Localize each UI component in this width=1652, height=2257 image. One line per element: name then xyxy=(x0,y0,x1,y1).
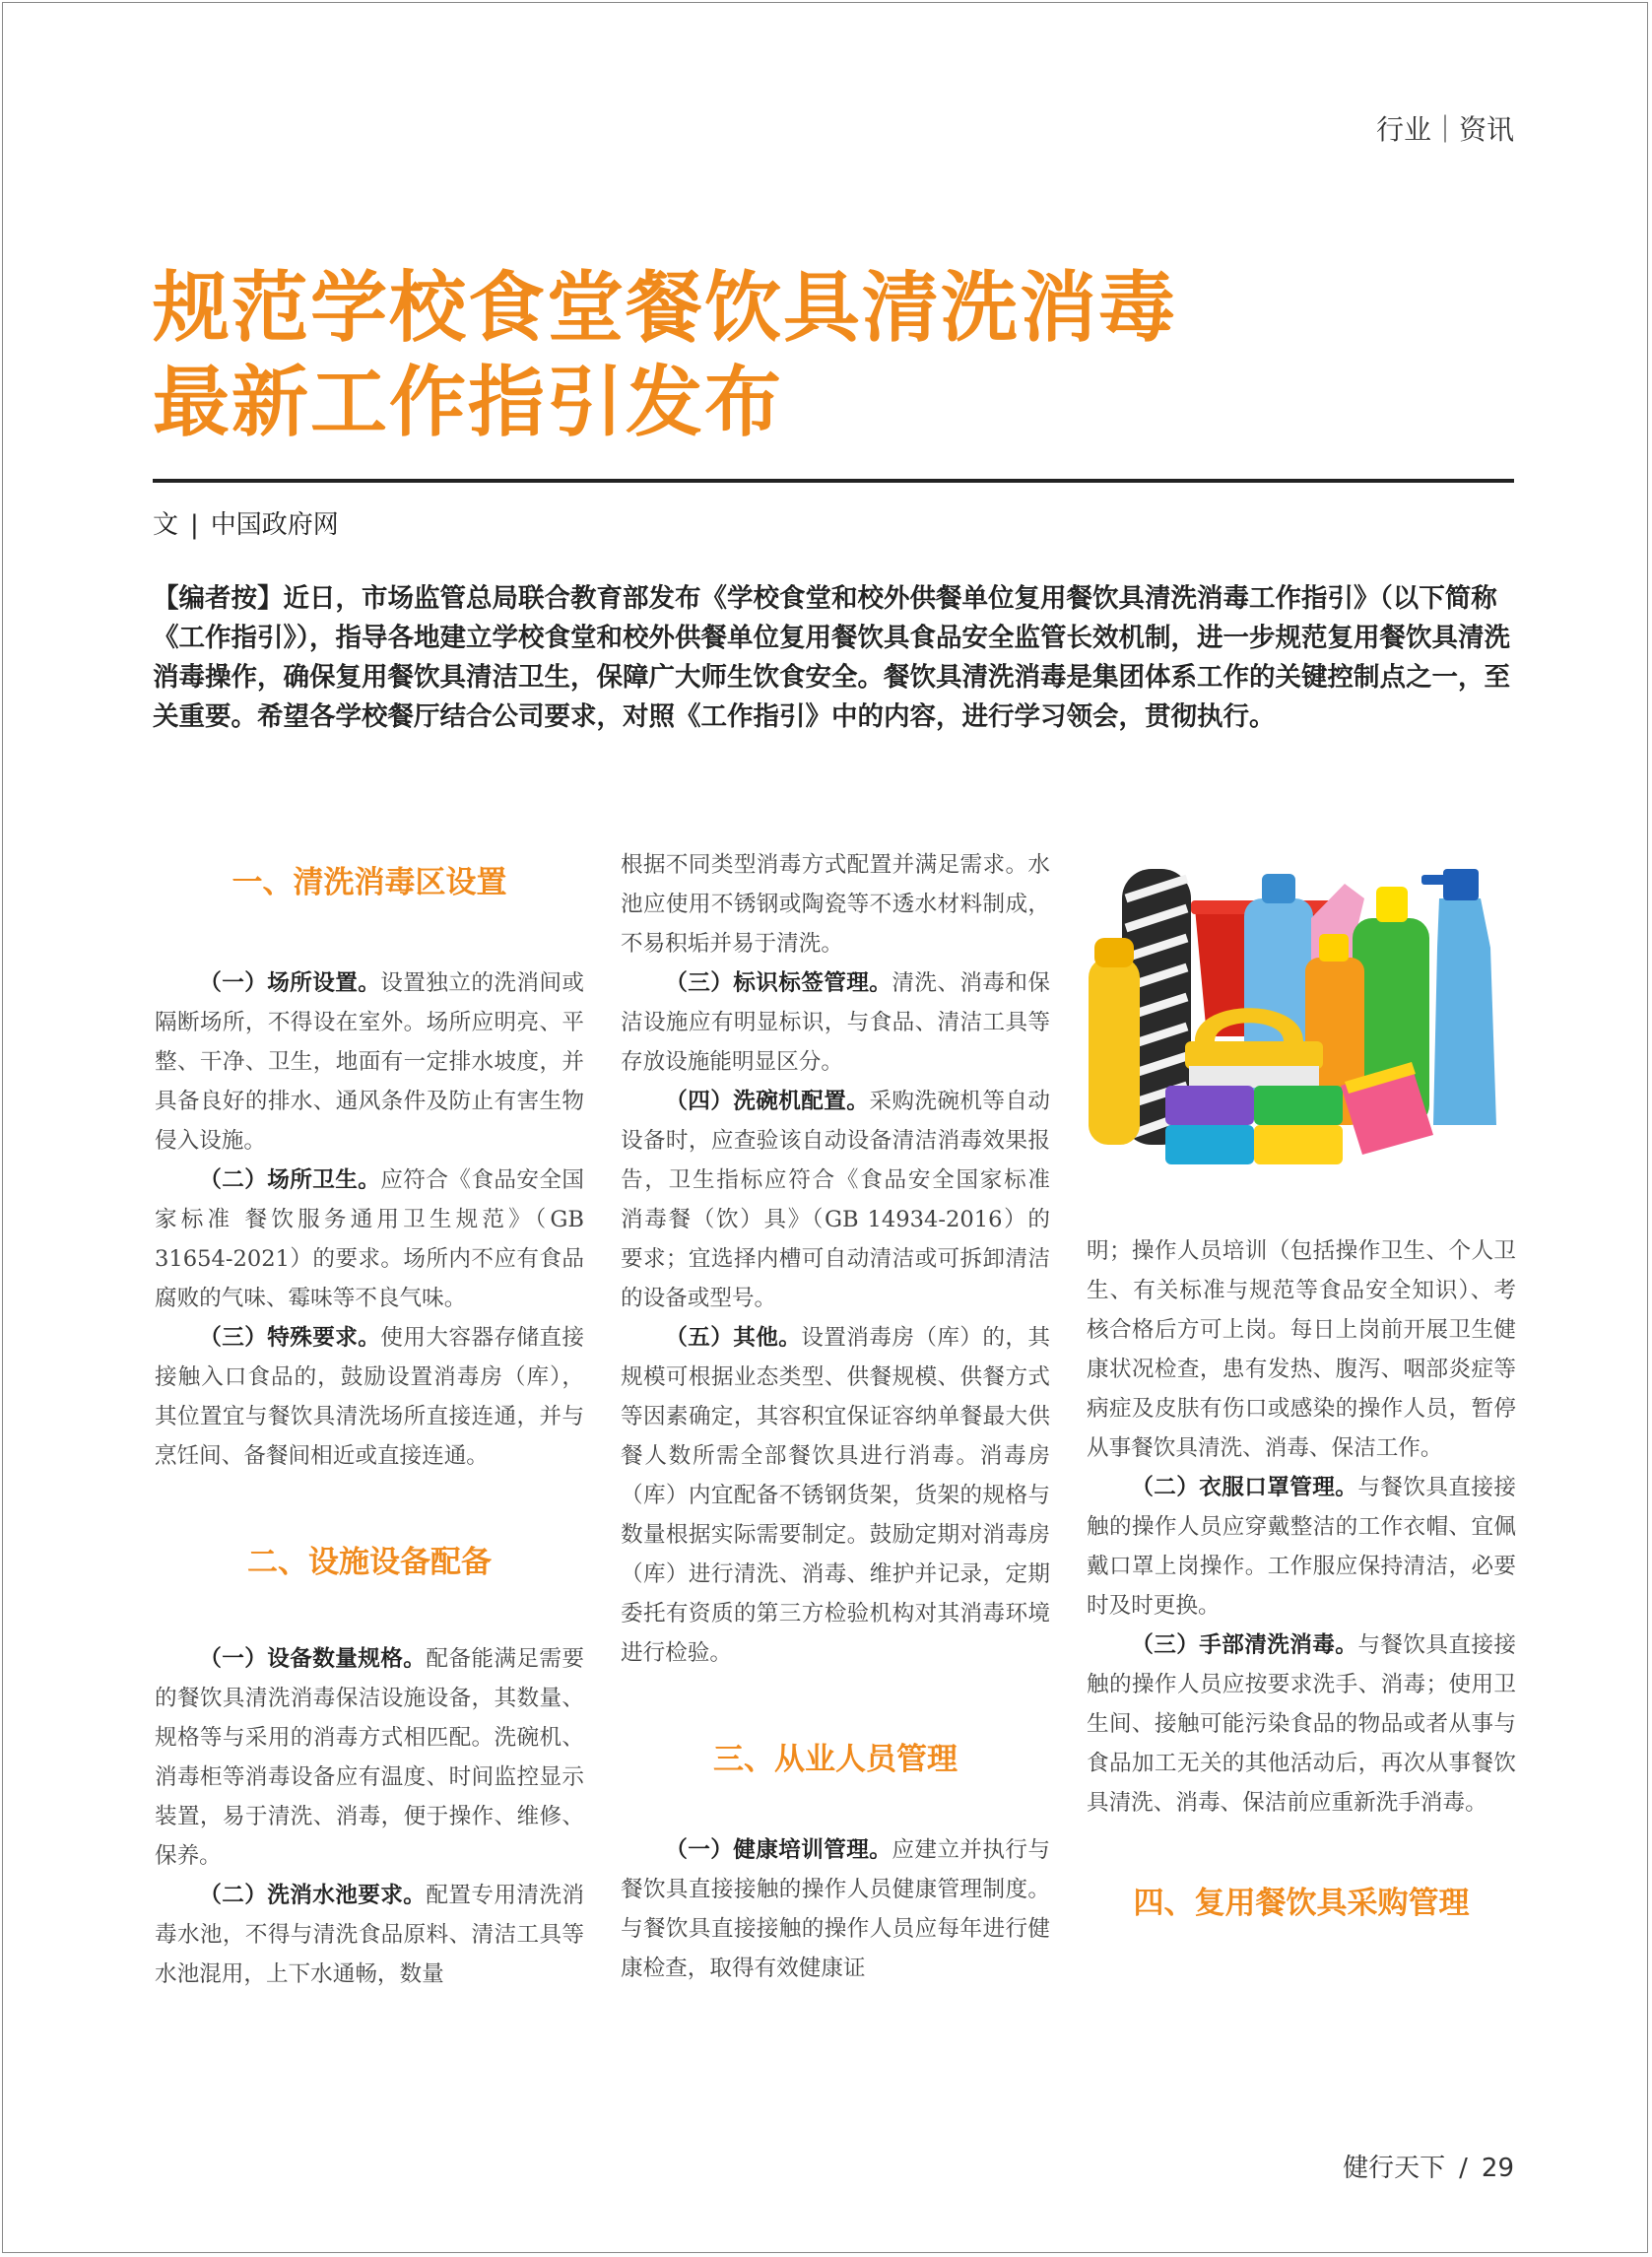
paragraph xyxy=(155,1318,584,1476)
editor-note: 【编者按】近日，市场监管总局联合教育部发布《学校食堂和校外供餐单位复用餐饮具清洗消毒工作指引》（以下简称《工作指引》），指导各地建立学校食堂和校外供餐单位复用餐饮具食品安全监管长效机制，进一步规范复用餐饮具清洗消毒操作，确保复用餐饮具清洁卫生，保障广大师生饮食安全。餐饮具清洗消毒是集团体系工作的关键控制点之一，至关重要。希望各学校餐厅结合公司要求，对照《工作指引》中的内容，进行学习领会，贯彻执行。 xyxy=(153,583,1510,732)
column-3 xyxy=(1087,1231,1516,1933)
paragraph-lead: （一）健康培训管理。 xyxy=(665,1837,892,1863)
paragraph-continued: 根据不同类型消毒方式配置并满足需求。水池应使用不锈钢或陶瓷等不透水材料制成，不易积垢并易于清洗。 xyxy=(621,852,1050,957)
section-tag: 行业｜资讯 xyxy=(1375,113,1514,146)
section-heading-3: 三、从业人员管理 xyxy=(713,1742,958,1777)
paragraph-lead: （三）标识标签管理。 xyxy=(665,970,892,996)
title-divider xyxy=(153,479,1514,483)
paragraph-body: 配备能满足需要的餐饮具清洗消毒保洁设施设备，其数量、规格等与采用的消毒方式相匹配。洗碗机、消毒柜等消毒设备应有温度、时间监控显示装置，易于清洗、消毒，便于操作、维修、保养。 xyxy=(155,1646,585,1869)
paragraph-body: 配置专用清洗消毒水池，不得与清洗食品原料、清洁工具等水池混用，上下水通畅，数量 xyxy=(155,1883,585,1987)
paragraph-body: 清洗、消毒和保洁设施应有明显标识，与食品、清洁工具等存放设施能明显区分。 xyxy=(621,970,1051,1075)
paragraph xyxy=(621,1318,1050,1673)
paragraph-body: 采购洗碗机等自动设备时，应查验该自动设备清洁消毒效果报告，卫生指标应符合《食品安全国家标准 消毒餐（饮）具》（GB 14934-2016）的要求；宜选择内槽可自动清洁或可拆卸清洁的设备或型号。 xyxy=(621,1089,1051,1311)
footer-separator: / xyxy=(1459,2154,1468,2183)
page-number: 29 xyxy=(1481,2154,1514,2183)
paragraph xyxy=(155,1639,584,1876)
paragraph xyxy=(621,1830,1050,1988)
paragraph-lead: （三）手部清洗消毒。 xyxy=(1131,1632,1358,1658)
paragraph-body: 应符合《食品安全国家标准 餐饮服务通用卫生规范》（GB 31654-2021）的要求。场所内不应有食品腐败的气味、霉味等不良气味。 xyxy=(155,1167,584,1311)
paragraph-body: 应建立并执行与餐饮具直接接触的操作人员健康管理制度。与餐饮具直接接触的操作人员应每年进行健康检查，取得有效健康证 xyxy=(621,1837,1051,1981)
section-heading-4: 四、复用餐饮具采购管理 xyxy=(1133,1886,1470,1921)
paragraph-lead: （五）其他。 xyxy=(665,1325,802,1351)
paragraph xyxy=(155,963,584,1161)
section-heading-2: 二、设施设备配备 xyxy=(247,1545,492,1580)
paragraph-lead: （三）特殊要求。 xyxy=(199,1325,381,1351)
title-line-1: 规范学校食堂餐饮具清洗消毒 xyxy=(153,264,1178,353)
byline-label: 文 xyxy=(153,510,179,540)
paragraph-body: 与餐饮具直接接触的操作人员应按要求洗手、消毒；使用卫生间、接触可能污染食品的物品或者从事与食品加工无关的其他活动后，再次从事餐饮具清洗、消毒、保洁前应重新洗手消毒。 xyxy=(1087,1632,1517,1816)
paragraph-body: 使用大容器存储直接接触入口食品的，鼓励设置消毒房（库），其位置宜与餐饮具清洗场所直接连通，并与烹饪间、备餐间相近或直接连通。 xyxy=(155,1325,584,1469)
paragraph xyxy=(621,1082,1050,1318)
paragraph xyxy=(621,963,1050,1082)
paragraph-lead: （二）衣服口罩管理。 xyxy=(1131,1475,1358,1500)
paragraph-body: 设置消毒房（库）的，其规模可根据业态类型、供餐规模、供餐方式等因素确定，其容积宜保证容纳单餐最大供餐人数所需全部餐饮具进行消毒。消毒房（库）内宜配备不锈钢货架，货架的规格与数量根据实际需要制定。鼓励定期对消毒房（库）进行清洗、消毒、维护并记录，定期委托有资质的第三方检验机构对其消毒环境进行检验。 xyxy=(621,1325,1051,1666)
paragraph-lead: （二）场所卫生。 xyxy=(199,1167,381,1193)
column-1 xyxy=(155,845,584,1994)
column-2 xyxy=(621,845,1050,1988)
paragraph-lead: （二）洗消水池要求。 xyxy=(199,1883,427,1908)
article-title xyxy=(153,261,1532,450)
paragraph-lead: （一）场所设置。 xyxy=(199,970,381,996)
paragraph-lead: （一）设备数量规格。 xyxy=(199,1646,427,1672)
byline-source: 中国政府网 xyxy=(210,510,339,540)
page-footer xyxy=(1343,2148,1514,2184)
cleaning-supplies-photo xyxy=(1087,839,1516,1219)
paragraph-body: 设置独立的洗消间或隔断场所，不得设在室外。场所应明亮、平整、干净、卫生，地面有一定排水坡度，并具备良好的排水、通风条件及防止有害生物侵入设施。 xyxy=(155,970,584,1154)
paragraph xyxy=(1087,1626,1516,1823)
byline: 文 | 中国政府网 xyxy=(153,510,339,540)
paragraph-continued: 明；操作人员培训（包括操作卫生、个人卫生、有关标准与规范等食品安全知识）、考核合格后方可上岗。每日上岗前开展卫生健康状况检查，患有发热、腹泻、咽部炎症等病症及皮肤有伤口或感染的操作人员，暂停从事餐饮具清洗、消毒、保洁工作。 xyxy=(1087,1238,1516,1461)
paragraph-lead: （四）洗碗机配置。 xyxy=(665,1089,870,1114)
paragraph xyxy=(1087,1468,1516,1626)
section-heading-1: 一、清洗消毒区设置 xyxy=(231,865,507,900)
paragraph-body: 与餐饮具直接接触的操作人员应穿戴整洁的工作衣帽、宜佩戴口罩上岗操作。工作服应保持清洁，必要时及时更换。 xyxy=(1087,1475,1517,1619)
paragraph xyxy=(155,1876,584,1994)
title-line-2: 最新工作指引发布 xyxy=(153,359,784,447)
paragraph xyxy=(155,1161,584,1318)
magazine-name: 健行天下 xyxy=(1343,2154,1446,2183)
